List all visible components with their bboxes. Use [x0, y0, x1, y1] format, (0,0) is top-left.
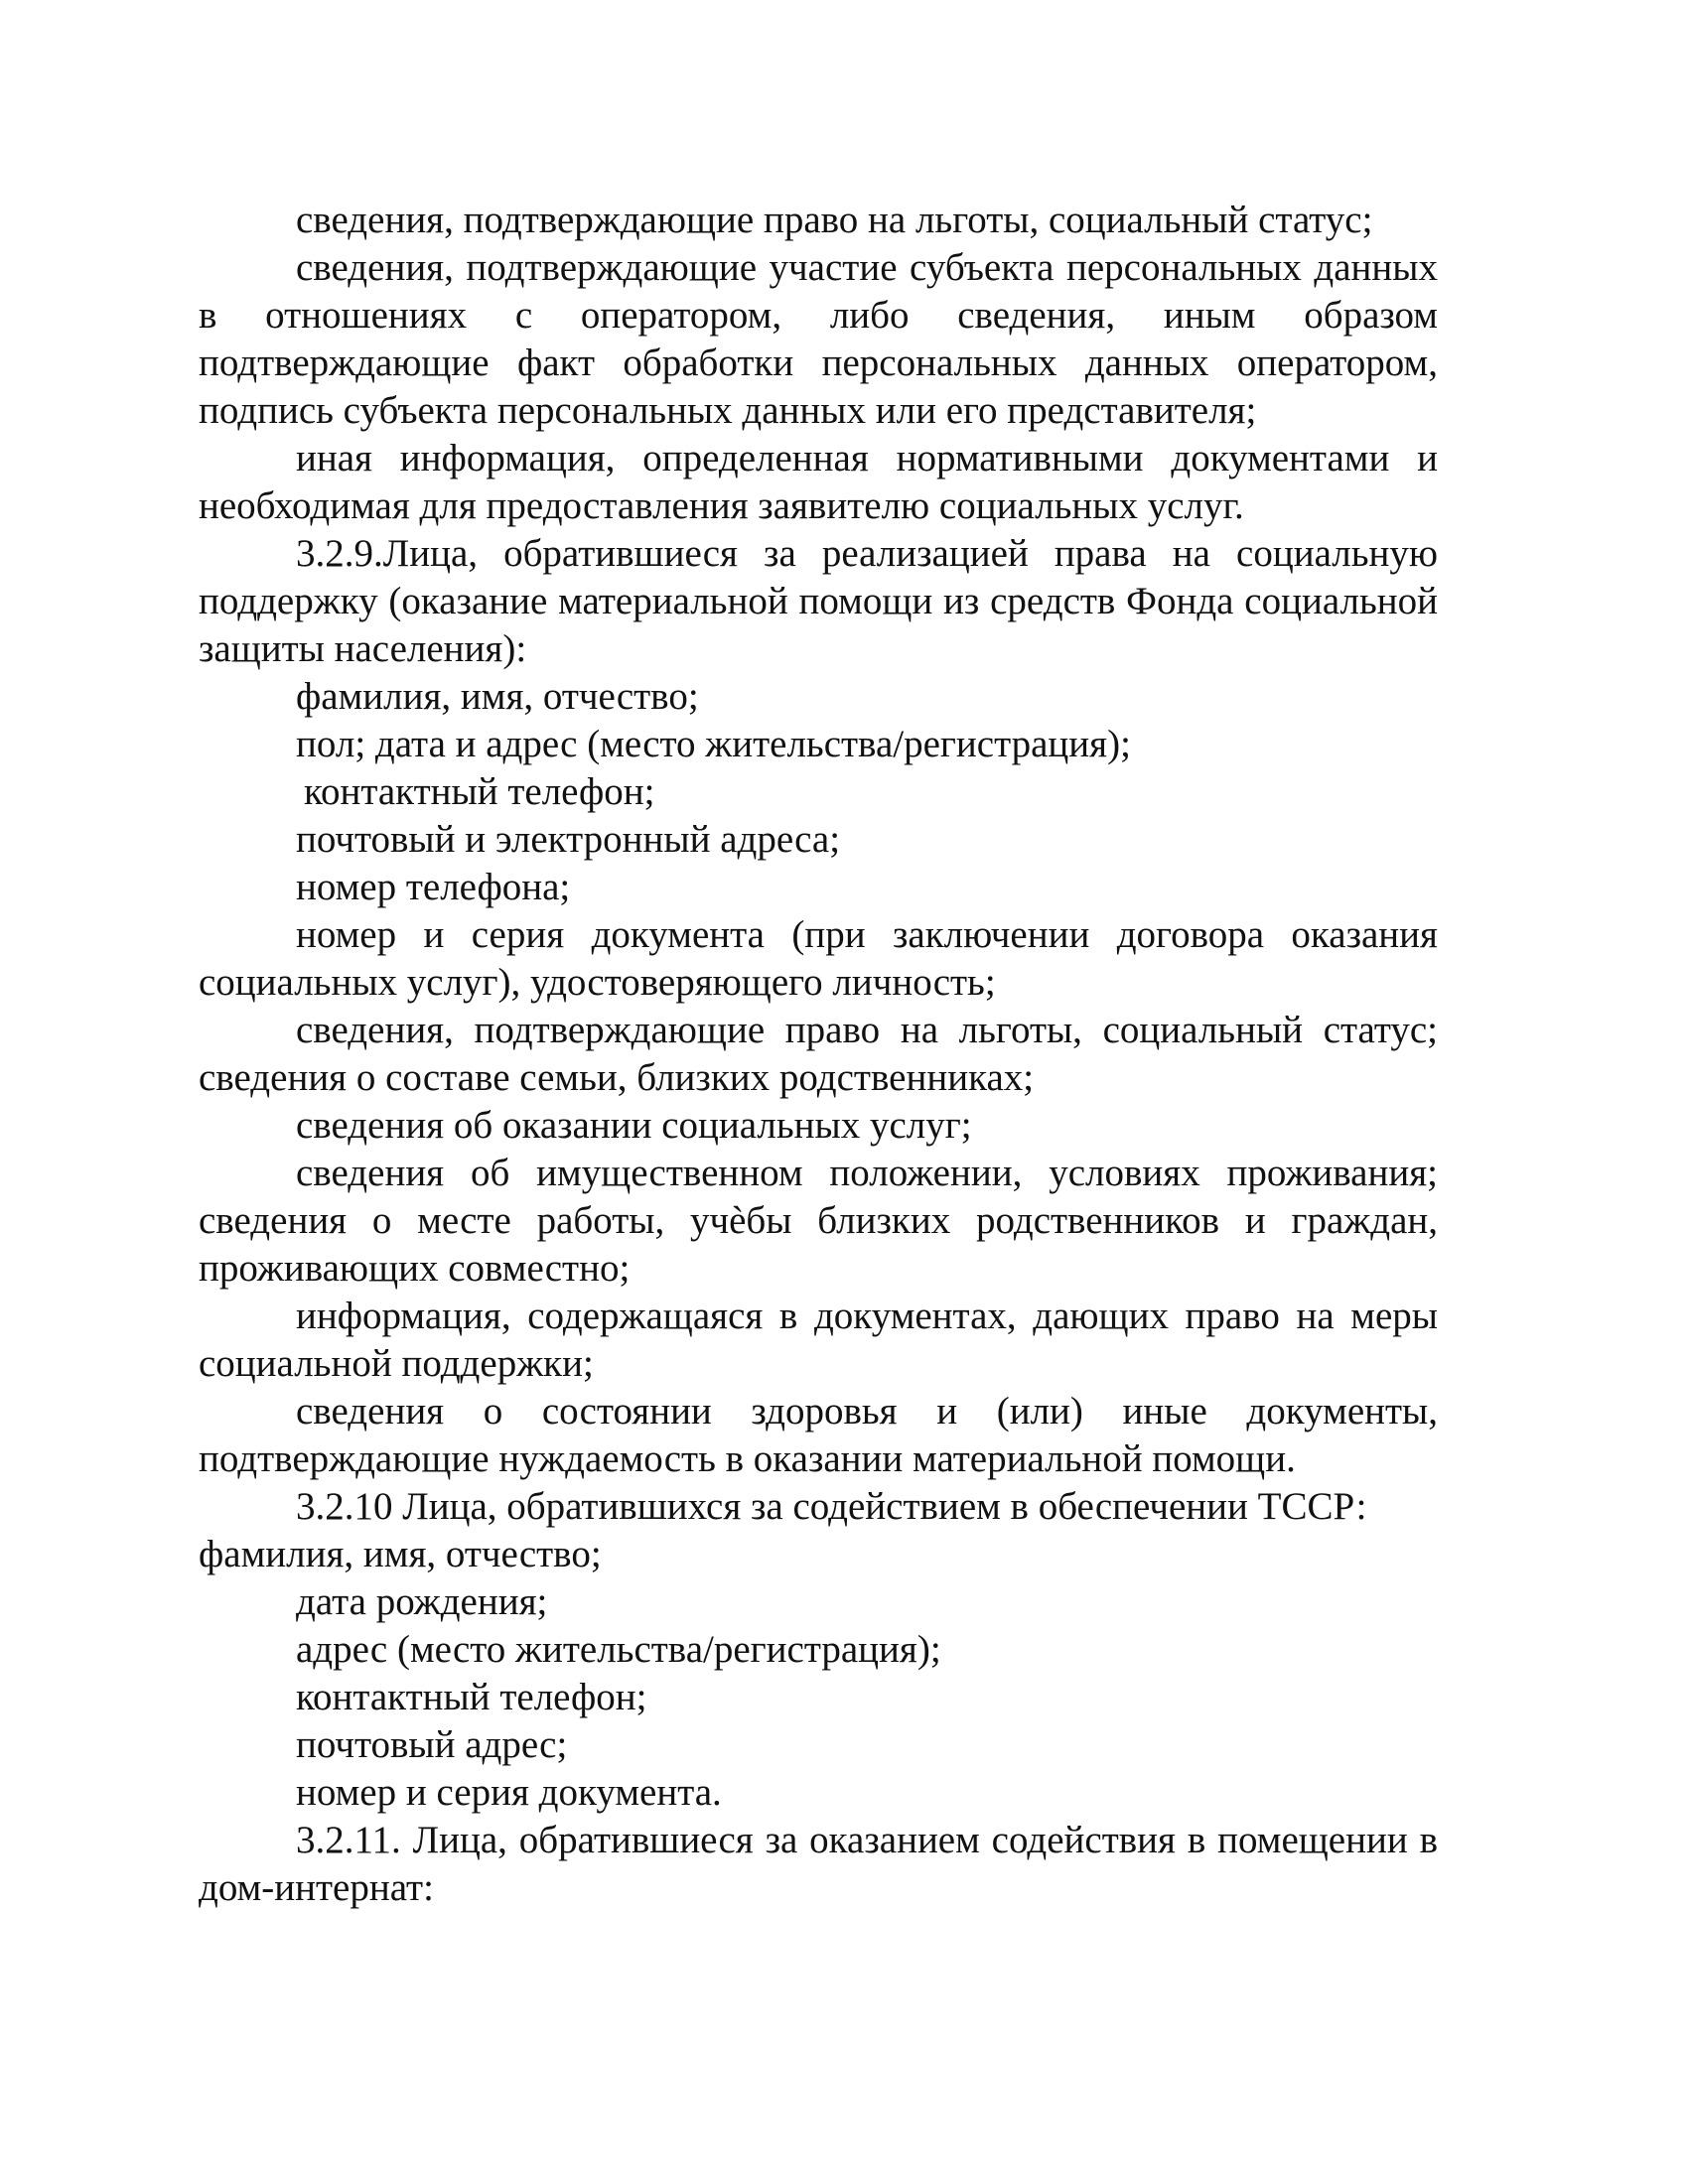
list-item-social-services: сведения об оказании социальных услуг; — [296, 1104, 972, 1147]
list-item-contact-phone-2: контактный телефон; — [296, 1676, 647, 1718]
list-item-gender-date-address: пол; дата и адрес (место жительства/регистрация); — [296, 723, 1131, 765]
list-item-postal-address: почтовый адрес; — [296, 1723, 568, 1766]
list-item-full-name: фамилия, имя, отчество; — [296, 675, 699, 718]
section-3-2-11-heading: 3.2.11. Лица, обратившиеся за оказанием содействия в помещении в дом-интернат: — [199, 1819, 1438, 1909]
list-item-postal-email: почтовый и электронный адреса; — [296, 818, 841, 861]
document-body — [199, 197, 1438, 1912]
list-item-birth-date: дата рождения; — [296, 1580, 548, 1623]
list-item-phone-number: номер телефона; — [296, 866, 571, 908]
list-item-document-series: номер и серия документа. — [296, 1771, 722, 1814]
paragraph-benefits-status: сведения, подтверждающие право на льготы, социальный статус; — [296, 199, 1373, 241]
paragraph-participation-info: сведения, подтверждающие участие субъекта персональных данных в отношениях с оператором, либо сведения, иным образом подтверждающие факт обработки персональных данных оператором, подпись субъекта персональных данных или его представителя; — [199, 246, 1438, 432]
section-3-2-10-heading: 3.2.10 Лица, обратившихся за содействием в обеспечении ТССР: фамилия, имя, отчество; — [199, 1485, 1367, 1575]
list-item-property-living: сведения об имущественном положении, условиях проживания; сведения о месте работы, учѐбы близких родственников и граждан, проживающих совместно; — [199, 1152, 1438, 1290]
list-item-benefits-family: сведения, подтверждающие право на льготы, социальный статус; сведения о составе семьи, близких родственниках; — [199, 1009, 1438, 1099]
section-3-2-9-heading: 3.2.9.Лица, обратившиеся за реализацией права на социальную поддержку (оказание материальной помощи из средств Фонда социальной защиты населения): — [199, 532, 1438, 670]
list-item-support-documents: информация, содержащаяся в документах, дающих право на меры социальной поддержки; — [199, 1295, 1438, 1385]
list-item-contact-phone: контактный телефон; — [304, 770, 655, 813]
list-item-address: адрес (место жительства/регистрация); — [296, 1628, 941, 1671]
list-item-document-number: номер и серия документа (при заключении договора оказания социальных услуг), удостоверяющего личность; — [199, 913, 1438, 1004]
paragraph-other-information: иная информация, определенная нормативными документами и необходимая для предоставления заявителю социальных услуг. — [199, 437, 1438, 527]
list-item-health-documents: сведения о состоянии здоровья и (или) иные документы, подтверждающие нуждаемость в оказании материальной помощи. — [199, 1390, 1438, 1480]
